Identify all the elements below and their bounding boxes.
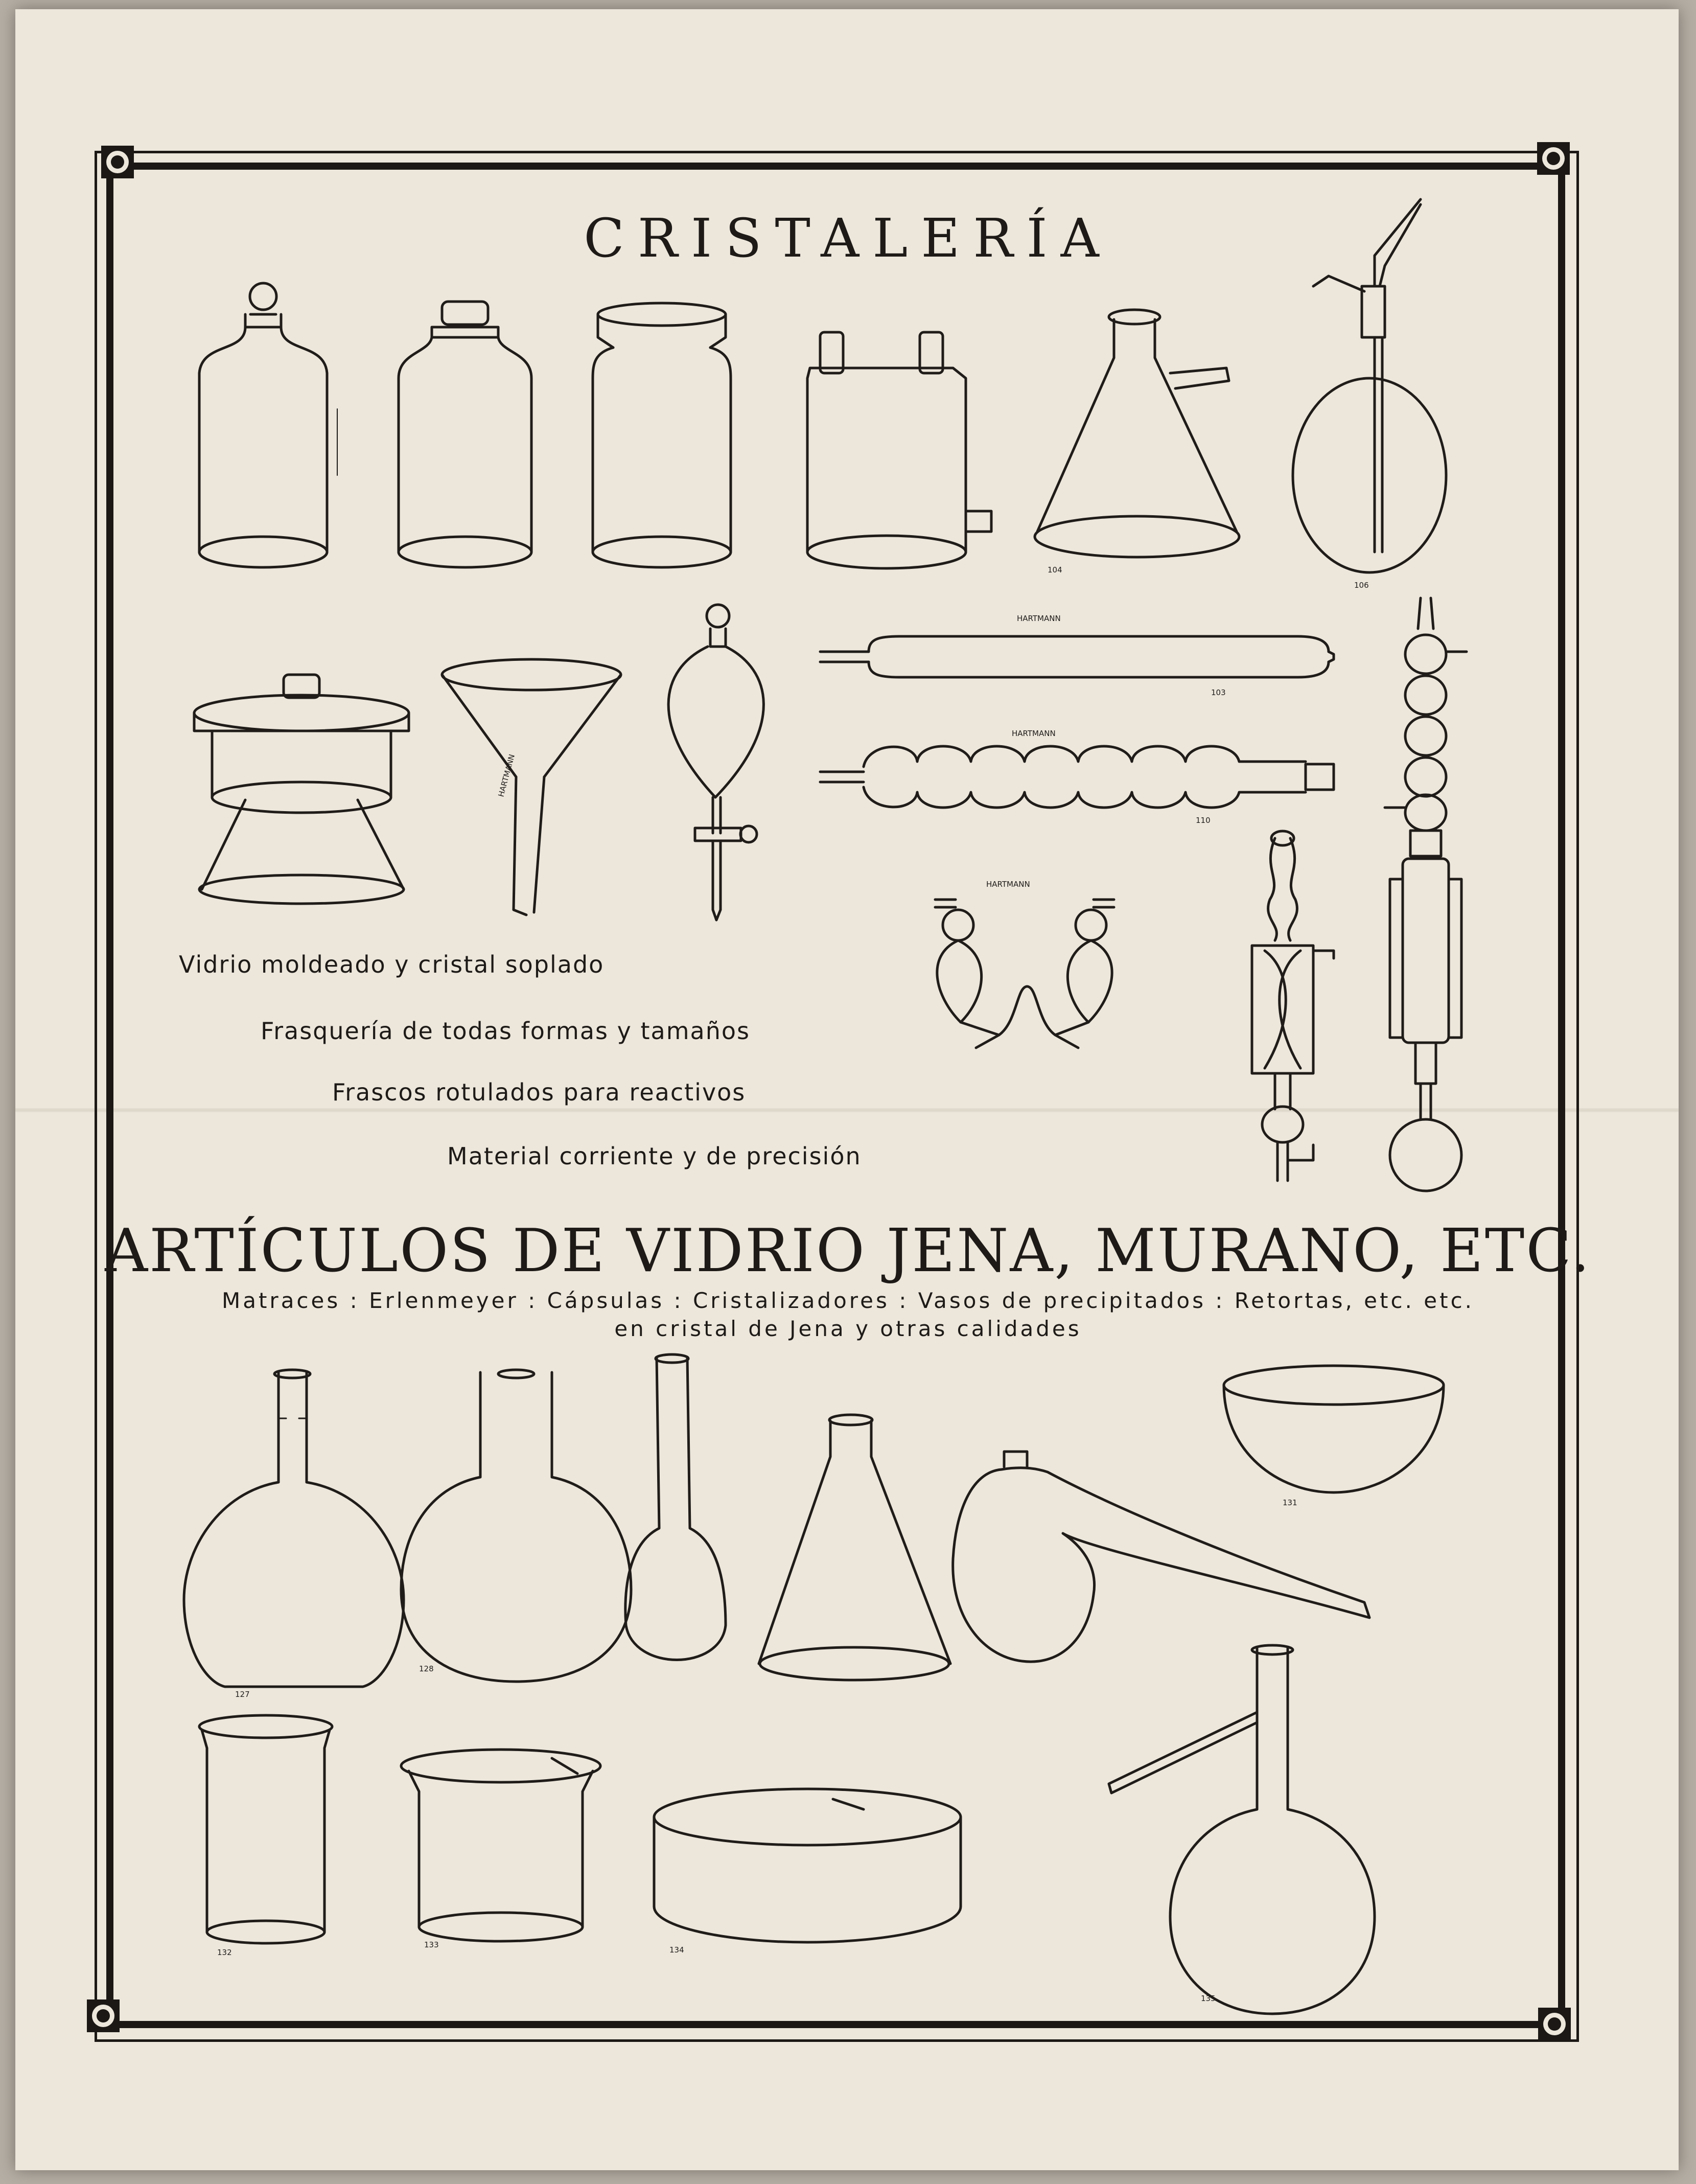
retort-illustration [953,1452,1369,1662]
desiccator-illustration [194,675,409,904]
wash-bottle-illustration [1293,199,1446,590]
condenser-illustration [1385,598,1467,1191]
drying-tube-illustration [820,614,1334,697]
svg-text:110: 110 [1196,816,1211,825]
crystallizing-dish-illustration [654,1789,961,1955]
svg-text:134: 134 [669,1945,684,1955]
text-line-3: Frascos rotulados para reactivos [332,1078,746,1106]
svg-text:128: 128 [419,1664,434,1673]
svg-text:103: 103 [1211,688,1226,697]
svg-text:135: 135 [1201,1994,1216,2003]
svg-text:HARTMANN: HARTMANN [1012,729,1056,738]
svg-text:127: 127 [235,1690,250,1699]
svg-text:HARTMANN: HARTMANN [986,880,1030,889]
low-beaker-illustration [401,1750,600,1949]
bulb-tube-illustration [820,729,1334,825]
product-list-line: Matraces : Erlenmeyer : Cápsulas : Cristalizadores : Vasos de precipitados : Retortas, etc. etc. [221,1288,1475,1313]
boiling-flask-flat-illustration [184,1370,404,1699]
svg-text:106: 106 [1354,581,1369,590]
quality-line: en cristal de Jena y otras calidades [614,1316,1082,1341]
stoppered-bottle-illustration [199,283,337,567]
text-line-1: Vidrio moldeado y cristal soplado [179,951,605,978]
svg-text:132: 132 [217,1948,232,1957]
erlenmeyer-flask-illustration [759,1415,950,1680]
evaporating-dish-illustration [1224,1366,1444,1507]
volumetric-flask-illustration [625,1354,726,1660]
potash-bulbs-illustration [935,880,1114,1048]
funnel-illustration [442,659,621,915]
main-headline: ARTÍCULOS DE VIDRIO JENA, MURANO, ETC. [105,1216,1591,1285]
extraction-apparatus-illustration [1252,831,1334,1181]
svg-text:131: 131 [1283,1498,1297,1507]
svg-text:HARTMANN: HARTMANN [496,753,517,798]
woulff-bottle-illustration [807,332,991,568]
separatory-funnel-illustration [668,605,763,920]
boiling-flask-round-illustration [401,1370,631,1682]
distilling-flask-illustration [1109,1645,1375,2014]
wide-mouth-jar-illustration [593,303,731,567]
svg-text:133: 133 [424,1940,439,1949]
reagent-bottle-illustration [399,302,531,567]
filter-flask-illustration [1035,310,1239,574]
svg-text:HARTMANN: HARTMANN [1017,614,1061,623]
text-line-2: Frasquería de todas formas y tamaños [261,1017,750,1045]
page-title: CRISTALERÍA [584,207,1112,269]
text-line-4: Material corriente y de precisión [447,1142,862,1170]
tall-beaker-illustration [199,1715,332,1957]
svg-text:104: 104 [1048,565,1062,574]
